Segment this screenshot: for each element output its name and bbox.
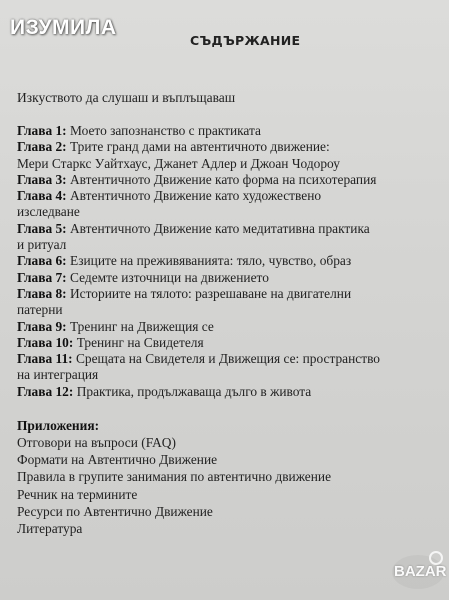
appendix-item: Отговори на въпроси (FAQ) <box>17 435 176 450</box>
chapter-title: Автентичното Движение като художествено <box>70 188 322 204</box>
chapter-title-continued: изследване <box>17 204 80 220</box>
chapter-label: Глава 7: <box>17 269 67 285</box>
appendix-title: Приложения: <box>17 418 100 433</box>
toc-entry <box>17 139 437 155</box>
chapter-label: Глава 11: <box>17 351 73 367</box>
chapter-label: Глава 1: <box>17 123 67 138</box>
chapter-label: Глава 6: <box>17 253 67 269</box>
appendix-item: Формати на Автентично Движение <box>17 452 218 468</box>
chapter-label: Глава 12: <box>17 383 74 399</box>
appendix-item: Ресурси по Автентично Движение <box>17 503 213 519</box>
chapter-title: Моето запознанство с практиката <box>70 123 261 138</box>
appendix-item: Речник на термините <box>17 486 138 502</box>
chapter-title-continued: патерни <box>17 302 63 318</box>
chapter-title: Тренинг на Движещия се <box>70 318 214 334</box>
toc-intro: Изкуството да слушаш и въплъщаваш <box>17 90 236 105</box>
toc-entry <box>17 188 437 204</box>
chapter-title: Практика, продължаваща дълго в живота <box>76 383 312 399</box>
chapter-title-continued: на интеграция <box>17 367 99 383</box>
chapter-title: Срещата на Свидетеля и Движещия се: пространство <box>75 351 381 367</box>
appendix-item: Правила в групите занимания по автентично движение <box>17 469 332 485</box>
chapter-title: Седемте източници на движението <box>70 269 269 285</box>
toc-entry <box>17 286 437 302</box>
chapter-label: Глава 2: <box>17 139 67 155</box>
chapter-label: Глава 9: <box>17 318 67 334</box>
chapter-label: Глава 3: <box>17 171 67 187</box>
chapter-title: Трите гранд дами на автентичното движение: <box>70 139 330 155</box>
chapter-label: Глава 8: <box>17 285 67 301</box>
table-of-contents <box>17 123 437 400</box>
toc-entry <box>17 270 437 286</box>
watermark: ИЗУМИЛА <box>10 16 117 39</box>
chapter-title-continued: и ритуал <box>17 237 67 253</box>
toc-entry <box>17 319 437 335</box>
chapter-title: Автентичното Движение като форма на психотерапия <box>70 171 377 187</box>
appendix-list <box>17 434 331 537</box>
chapter-title: Езиците на преживяванията: тяло, чувство, образ <box>70 253 352 269</box>
chapter-title: Автентичното Движение като медитативна практика <box>70 220 370 236</box>
page-heading: СЪДЪРЖАНИЕ <box>190 33 301 48</box>
chapter-label: Глава 10: <box>17 334 74 350</box>
toc-entry <box>17 351 437 367</box>
toc-entry <box>17 221 437 237</box>
chapter-title-continued: Мери Старкс Уайтхаус, Джанет Адлер и Джоан Чодороу <box>17 155 340 171</box>
chapter-title: Историите на тялото: разрешаване на двигателни <box>70 285 352 301</box>
toc-entry <box>17 123 437 139</box>
toc-entry <box>17 253 437 269</box>
chapter-label: Глава 5: <box>17 220 67 236</box>
toc-entry <box>17 384 437 400</box>
bazar-logo-text: BAZAR <box>394 563 447 580</box>
toc-entry <box>17 335 437 351</box>
chapter-title: Тренинг на Свидетеля <box>76 334 204 350</box>
chapter-label: Глава 4: <box>17 188 67 204</box>
toc-entry <box>17 172 437 188</box>
appendix-item: Литература <box>17 521 83 537</box>
